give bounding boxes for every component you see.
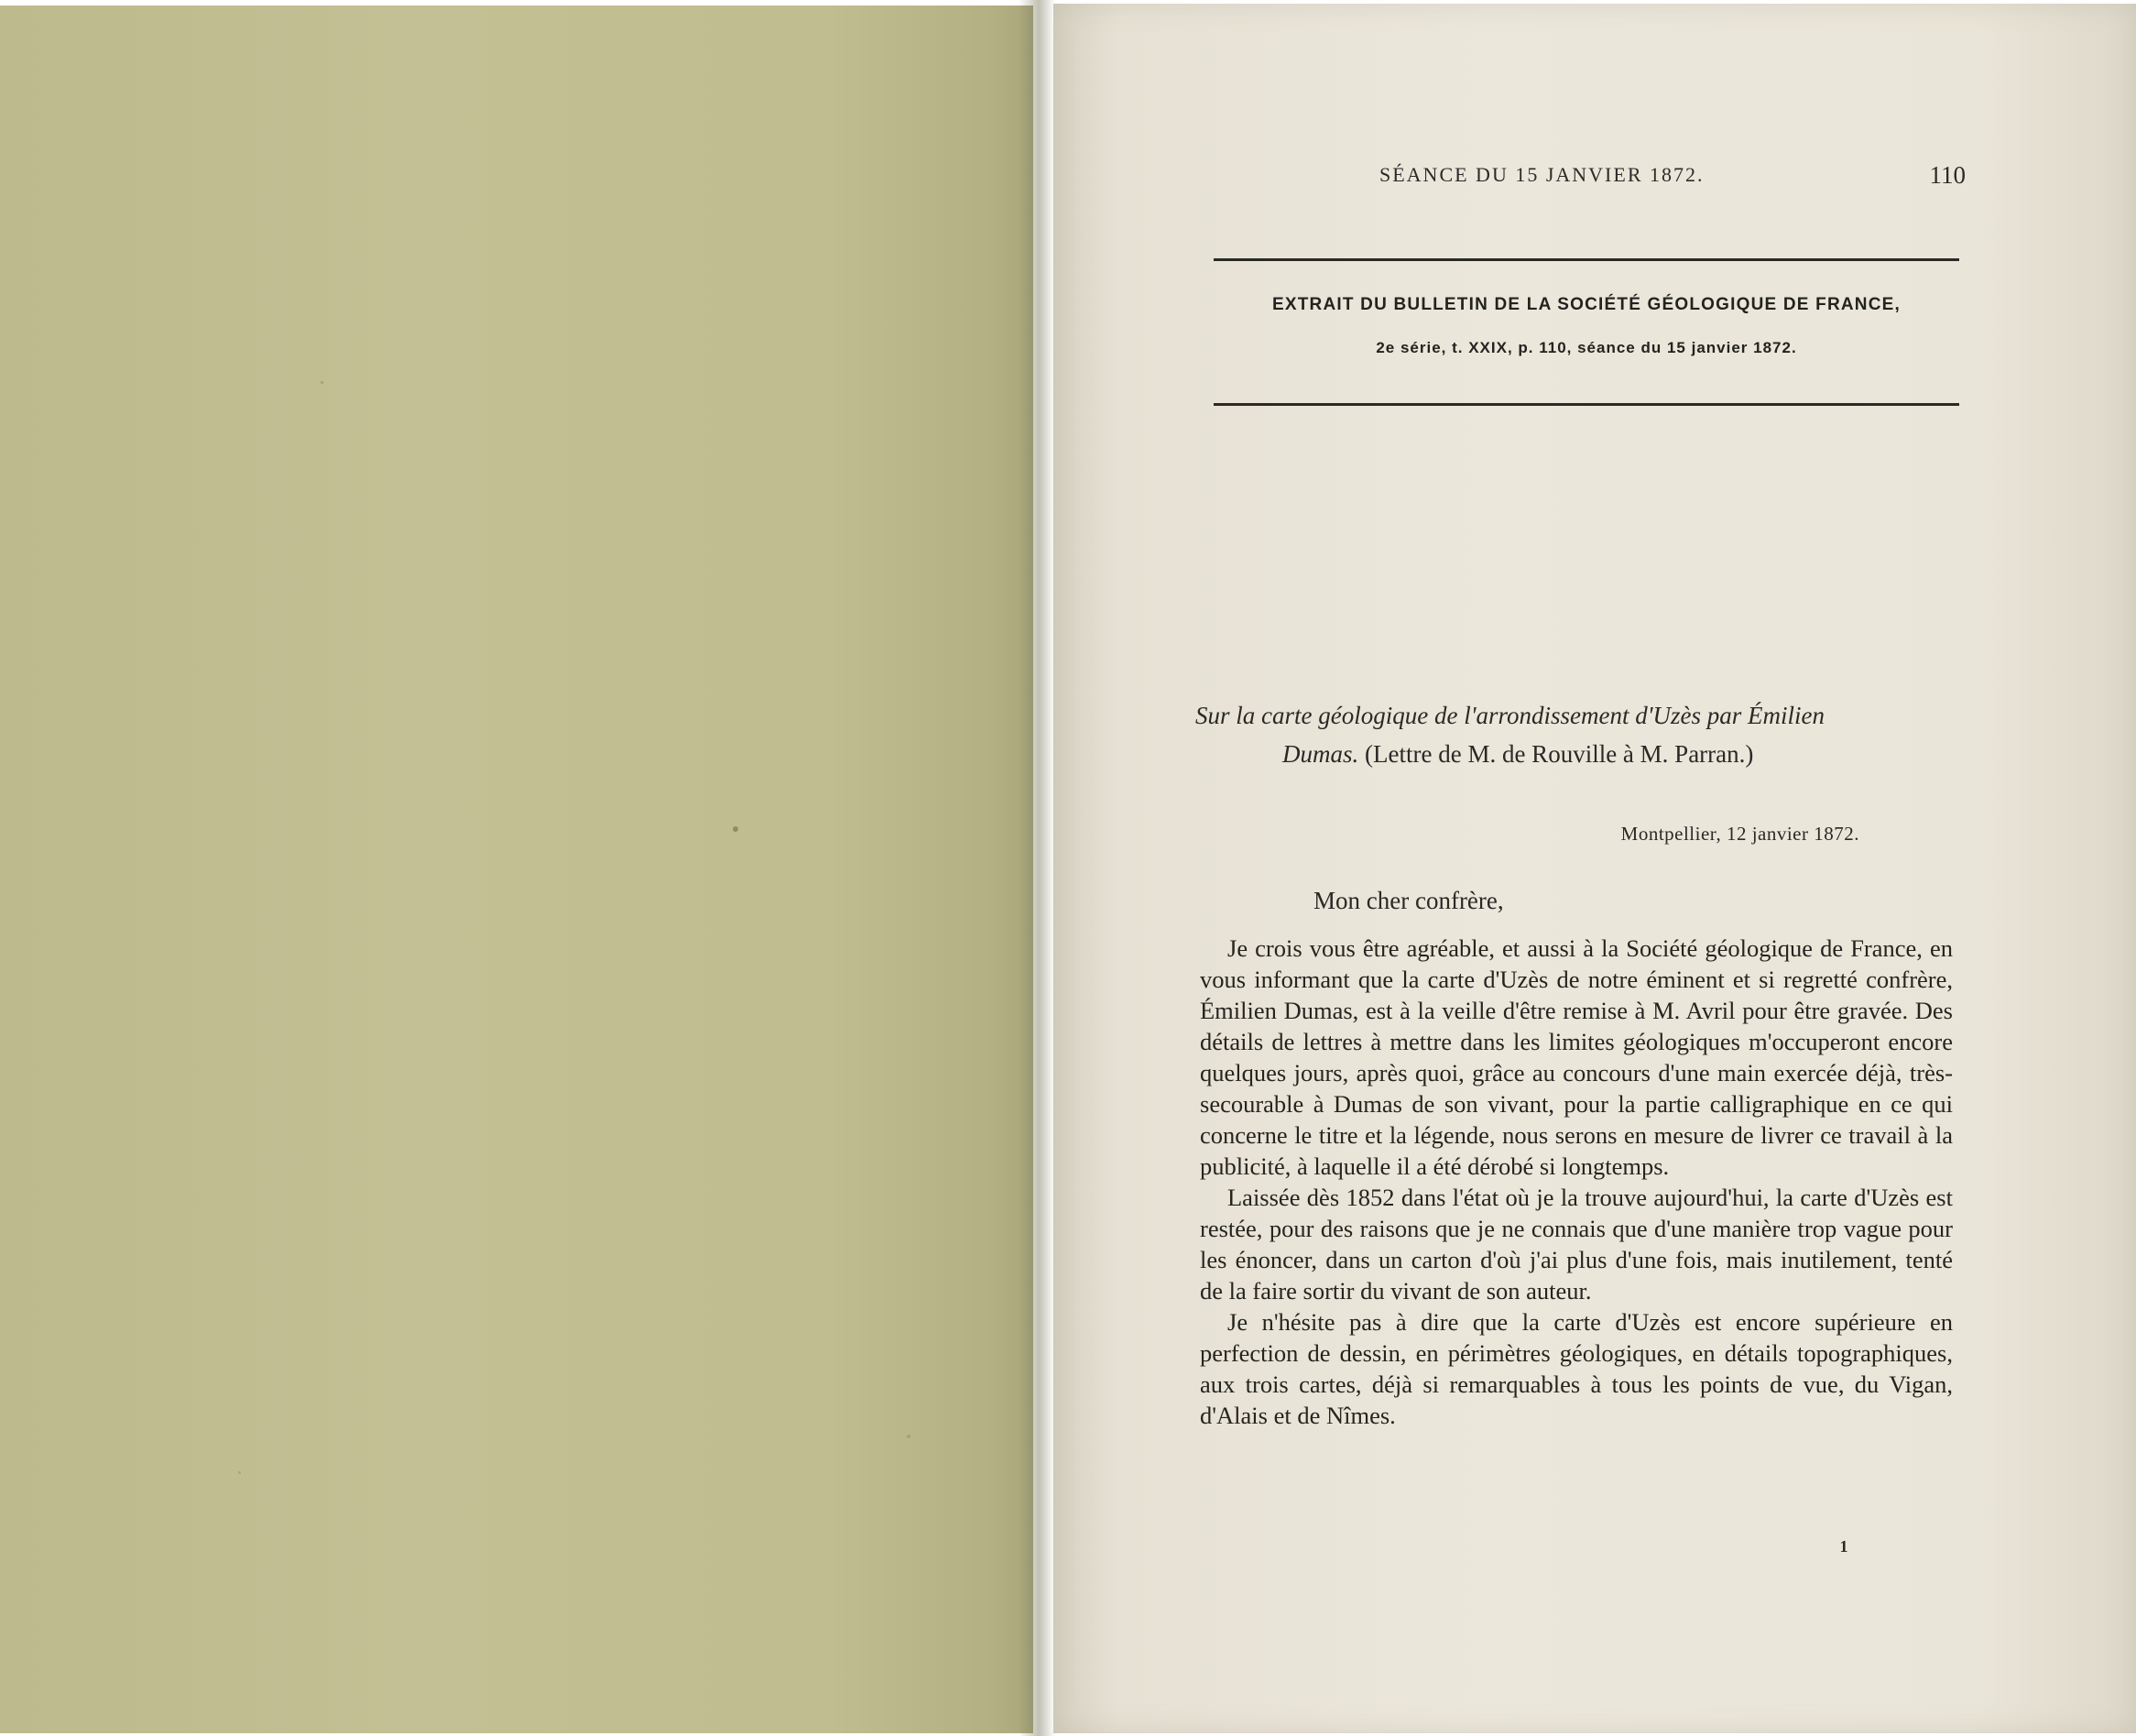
salutation: Mon cher confrère,	[1313, 887, 1504, 914]
right-page	[1053, 4, 2136, 1733]
paragraph: Laissée dès 1852 dans l'état où je la trouve aujourd'hui, la carte d'Uzès est restée, pour des raisons que je ne connais que d'une manière trop vague pour les énoncer, dans un carton d'où j'ai plus d'une fois, mais inutilement, tenté de la faire sortir du vivant de son auteur.	[1200, 1184, 1953, 1305]
paragraph: Je n'hésite pas à dire que la carte d'Uzès est encore supérieure en perfection de dessin, en périmètres géologiques, en détails topographiques, aux trois cartes, déjà si remarquables à tous les points de vue, du Vigan, d'Alais et de Nîmes.	[1200, 1308, 1953, 1429]
bottom-rule	[1214, 403, 1959, 406]
article-title-italic-1: Sur la carte géologique de l'arrondissement d'Uzès par Émilien	[1195, 702, 1825, 729]
article-title	[1195, 696, 1969, 773]
dateline: Montpellier, 12 janvier 1872.	[1620, 823, 1859, 845]
paragraph: Je crois vous être agréable, et aussi à la Société géologique de France, en vous informant que la carte d'Uzès de notre éminent et si regretté confrère, Émilien Dumas, est à la veille d'être remise à M. Avril pour être gravée. Des détails de lettres à mettre dans les limites géologiques m'occuperont encore quelques jours, après quoi, grâce au concours d'une main exercée déjà, très-secourable à Dumas de son vivant, pour la partie calligraphique en ce qui concerne le titre et la légende, nous serons en mesure de livrer ce travail à la publicité, à laquelle il a été dérobé si longtemps.	[1200, 934, 1953, 1180]
book-gutter	[1019, 0, 1055, 1736]
article-title-italic-2: Dumas.	[1282, 740, 1359, 768]
signature-mark: 1	[1839, 1537, 1848, 1556]
article-title-line-2	[1195, 735, 1969, 773]
extract-subtitle: 2e série, t. XXIX, p. 110, séance du 15 janvier 1872.	[1376, 339, 1797, 356]
article-title-rest: (Lettre de M. de Rouville à M. Parran.)	[1358, 740, 1754, 768]
left-page-blank	[0, 5, 1033, 1733]
extract-title: EXTRAIT DU BULLETIN DE LA SOCIÉTÉ GÉOLOGIQUE DE FRANCE,	[1272, 295, 1901, 314]
top-rule	[1214, 258, 1959, 261]
letter-body	[1200, 933, 1953, 1431]
page-number: 110	[1929, 161, 1966, 189]
running-head: SÉANCE DU 15 JANVIER 1872.	[1379, 163, 1705, 186]
